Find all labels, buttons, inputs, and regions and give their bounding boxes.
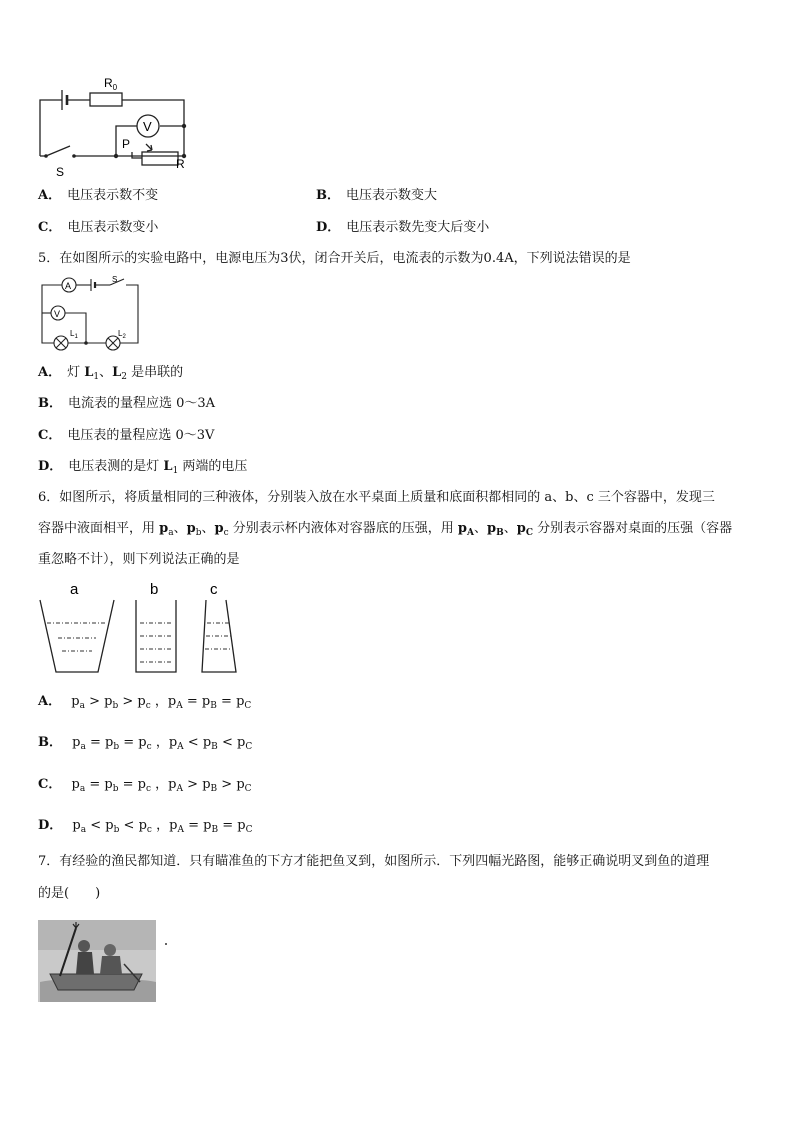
- q5-option-b: B． 电流表的量程应选 0～3A: [38, 396, 216, 411]
- container-c-label: c: [210, 581, 218, 598]
- l2-label: $L_2$: [118, 329, 126, 340]
- container-b-label: b: [150, 581, 159, 598]
- q5-stem: 5．在如图所示的实验电路中，电源电压为3伏，闭合开关后，电流表的示数为0.4A，下列说法错误的是: [38, 251, 631, 266]
- q5-circuit-figure: [36, 273, 146, 357]
- r-label: R: [176, 157, 185, 171]
- l1-label: $L_1$: [70, 329, 78, 340]
- ammeter-label: A: [65, 281, 72, 291]
- q7-stem-line1: 7．有经验的渔民都知道．只有瞄准鱼的下方才能把鱼叉到，如图所示．下列四幅光路图，能够正确说明叉到鱼的道理: [38, 854, 710, 869]
- q6-stem-line1: 6．如图所示，将质量相同的三种液体，分别装入放在水平桌面上质量和底面积都相同的 a、b、c 三个容器中，发现三: [38, 490, 715, 505]
- q4-circuit-figure: [34, 72, 204, 182]
- q4-option-d: D． 电压表示数先变大后变小: [316, 220, 490, 235]
- q6-option-b: B． $p_a = p_b = p_c$ ，$p_A < p_B < p_C$: [38, 735, 253, 752]
- switch-label: S: [112, 275, 118, 284]
- q6-option-d: D． $p_a < p_b < p_c$ ，$p_A = p_B = p_C$: [38, 818, 253, 835]
- q6-stem-line3: 重忽略不计），则下列说法正确的是: [38, 552, 240, 567]
- q6-option-c: C． $p_a = p_b = p_c$ ，$p_A > p_B > p_C$: [38, 777, 252, 794]
- q4-option-c: C． 电压表示数变小: [38, 220, 159, 235]
- q5-option-d: D． 电压表测的是灯 $L_1$ 两端的电压: [38, 459, 248, 476]
- voltmeter-label: V: [54, 309, 61, 319]
- q7-stem-line2: 的是( ): [38, 886, 101, 901]
- r0-label: $R_0$: [104, 76, 118, 92]
- q5-option-c: C． 电压表的量程应选 0～3V: [38, 428, 215, 443]
- fisherman-boat-illustration: [38, 920, 168, 1002]
- q5-option-a: A． 灯 $L_1$、$L_2$ 是串联的: [38, 365, 184, 382]
- q6-stem-line2: 容器中液面相平，用 $p_a$、$p_b$、$p_c$ 分别表示杯内液体对容器底的压强，用 $p_A$、$p_B$、$p_C$ 分别表示容器对桌面的压强（容器: [38, 521, 733, 538]
- p-label: P: [122, 137, 131, 151]
- voltmeter-label: V: [143, 119, 152, 134]
- q4-option-a: A． 电压表示数不变: [38, 188, 159, 203]
- s-label: S: [56, 165, 65, 179]
- q6-containers-figure: [36, 578, 246, 678]
- container-a-label: a: [70, 581, 79, 598]
- q6-option-a: A． $p_a > p_b > p_c$ ，$p_A = p_B = p_C$: [38, 694, 252, 711]
- q4-option-b: B． 电压表示数变大: [316, 188, 438, 203]
